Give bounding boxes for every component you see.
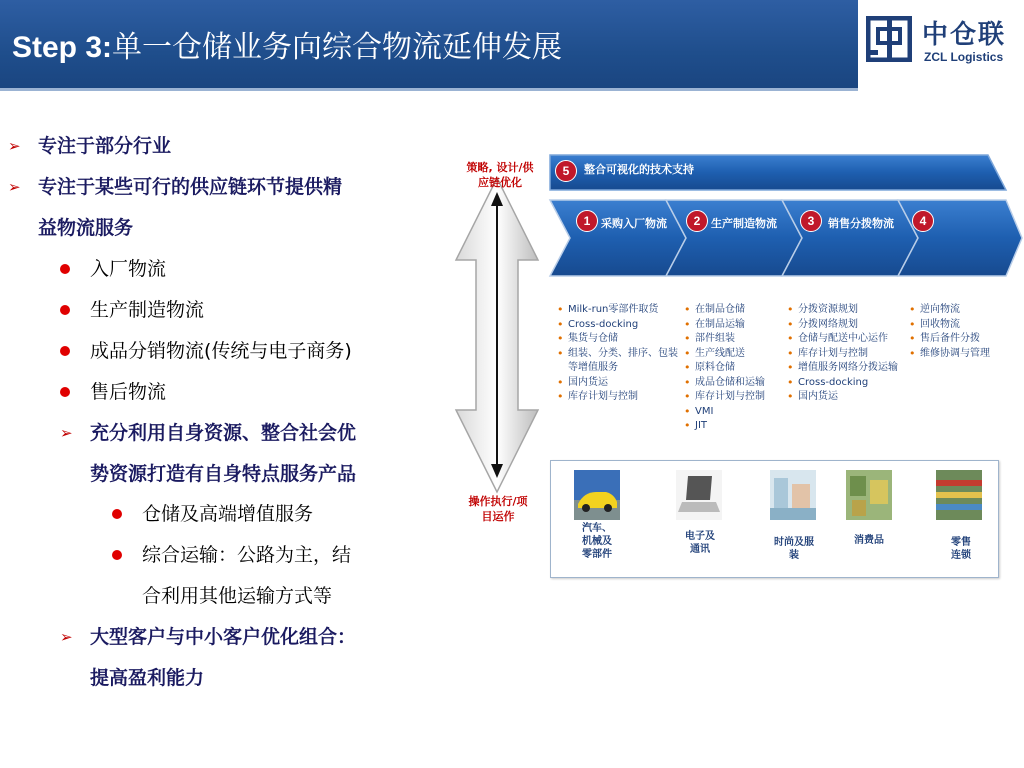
bullet-item: 综合运输：公路为主，结 xyxy=(142,544,352,566)
detail-item: • 集货与仓储 xyxy=(557,332,679,347)
detail-item: • Cross-docking xyxy=(557,318,679,333)
arrow-bullet-icon: ➢ xyxy=(60,424,73,442)
stage-1-shape xyxy=(550,200,686,276)
detail-column-2 xyxy=(684,303,784,434)
retail-store-photo-icon xyxy=(936,470,982,520)
detail-item: • 回收物流 xyxy=(909,318,1009,333)
stage-2-label: 生产制造物流 xyxy=(711,217,777,230)
bullet-item: 势资源打造有自身特点服务产品 xyxy=(90,463,357,485)
detail-item: • 库存计划与控制 xyxy=(787,347,912,362)
stage-5-number: 5 xyxy=(555,160,577,182)
stage-2-shape xyxy=(666,200,802,276)
detail-item: • Milk-run零部件取货 xyxy=(557,303,679,318)
arrow-bullet-icon: ➢ xyxy=(60,628,73,646)
bullet-item: 生产制造物流 xyxy=(90,299,205,321)
bullet-item: 专注于部分行业 xyxy=(38,135,172,157)
double-arrow-icon xyxy=(450,170,545,500)
arrow-bullet-icon: ➢ xyxy=(8,137,21,155)
laptop-photo-icon xyxy=(676,470,722,520)
page-title xyxy=(12,22,562,66)
detail-item: • 成品仓储和运输 xyxy=(684,376,784,391)
fashion-photo-icon xyxy=(770,470,816,520)
consumer-goods-photo-icon xyxy=(846,470,892,520)
dot-bullet-icon xyxy=(60,264,70,274)
stage-5-label: 整合可视化的技术支持 xyxy=(584,163,694,176)
bullet-item: 提高盈利能力 xyxy=(90,667,205,689)
bullet-item: 仓储及高端增值服务 xyxy=(142,503,314,525)
industry-label-auto: 汽车、 机械及 零部件 xyxy=(582,523,612,560)
detail-item: • Cross-docking xyxy=(787,376,912,391)
detail-item: • 库存计划与控制 xyxy=(684,390,784,405)
stage-3-shape xyxy=(782,200,918,276)
detail-column-4 xyxy=(909,303,1009,361)
detail-item: • 在制品仓储 xyxy=(684,303,784,318)
industry-label-retail: 零售 连锁 xyxy=(951,537,971,561)
bullet-item: 合利用其他运输方式等 xyxy=(142,585,333,607)
bullet-item: 大型客户与中小客户优化组合： xyxy=(90,626,357,648)
detail-column-1 xyxy=(557,303,679,405)
detail-item: • 仓储与配送中心运作 xyxy=(787,332,912,347)
dot-bullet-icon xyxy=(60,346,70,356)
industry-label-fashion: 时尚及服 装 xyxy=(774,537,814,561)
stage-1-number: 1 xyxy=(576,210,598,232)
detail-item: • 逆向物流 xyxy=(909,303,1009,318)
detail-item: • 国内货运 xyxy=(787,390,912,405)
car-photo-icon xyxy=(574,470,620,520)
title-text: 单一仓储业务向综合物流延伸发展 xyxy=(112,30,563,65)
detail-item: • 国内货运 xyxy=(557,376,679,391)
detail-item: • 分拨网络规划 xyxy=(787,318,912,333)
bullet-item: 售后物流 xyxy=(90,381,167,403)
detail-item: • JIT xyxy=(684,419,784,434)
title-underline xyxy=(0,88,858,91)
bullet-item: 专注于某些可行的供应链环节提供精 xyxy=(38,176,343,198)
company-logo xyxy=(866,14,1016,70)
detail-item: • 部件组装 xyxy=(684,332,784,347)
dot-bullet-icon xyxy=(60,305,70,315)
step-label: Step 3: xyxy=(12,31,113,64)
detail-item: • 在制品运输 xyxy=(684,318,784,333)
bullet-item: 入厂物流 xyxy=(90,258,167,280)
detail-item: • 生产线配送 xyxy=(684,347,784,362)
detail-item: • 售后备件分拨 xyxy=(909,332,1009,347)
detail-item: • 组装、分类、排序、包装等增值服务 xyxy=(557,347,679,376)
detail-item: • 维修协调与管理 xyxy=(909,347,1009,362)
bullet-item: 成品分销物流(传统与电子商务) xyxy=(90,340,352,362)
detail-item: • VMI xyxy=(684,405,784,420)
detail-item: • 原料仓储 xyxy=(684,361,784,376)
dot-bullet-icon xyxy=(112,509,122,519)
bullet-item: 益物流服务 xyxy=(38,217,134,239)
detail-column-3 xyxy=(787,303,912,405)
dot-bullet-icon xyxy=(60,387,70,397)
arrow-bullet-icon: ➢ xyxy=(8,178,21,196)
logo-chinese-name: 中仓联 xyxy=(922,20,1007,50)
stage-4-number: 4 xyxy=(912,210,934,232)
stage-3-label: 销售分拨物流 xyxy=(828,217,894,230)
stage-1-label: 采购入厂物流 xyxy=(601,217,667,230)
bullet-item: 充分利用自身资源、整合社会优 xyxy=(90,422,357,444)
industry-label-consumer: 消费品 xyxy=(854,535,884,546)
detail-item: • 分拨资源规划 xyxy=(787,303,912,318)
stage-2-number: 2 xyxy=(686,210,708,232)
logo-mark-icon xyxy=(866,16,912,62)
dot-bullet-icon xyxy=(112,550,122,560)
industry-label-electronics: 电子及 通讯 xyxy=(685,531,715,555)
detail-item: • 增值服务网络分拨运输 xyxy=(787,361,912,376)
stage-3-number: 3 xyxy=(800,210,822,232)
logo-english-name: ZCL Logistics xyxy=(924,50,1004,64)
operation-label: 操作执行/项 目运作 xyxy=(468,495,528,523)
detail-item: • 库存计划与控制 xyxy=(557,390,679,405)
strategy-label: 策略, 设计/供 应链优化 xyxy=(466,161,534,189)
